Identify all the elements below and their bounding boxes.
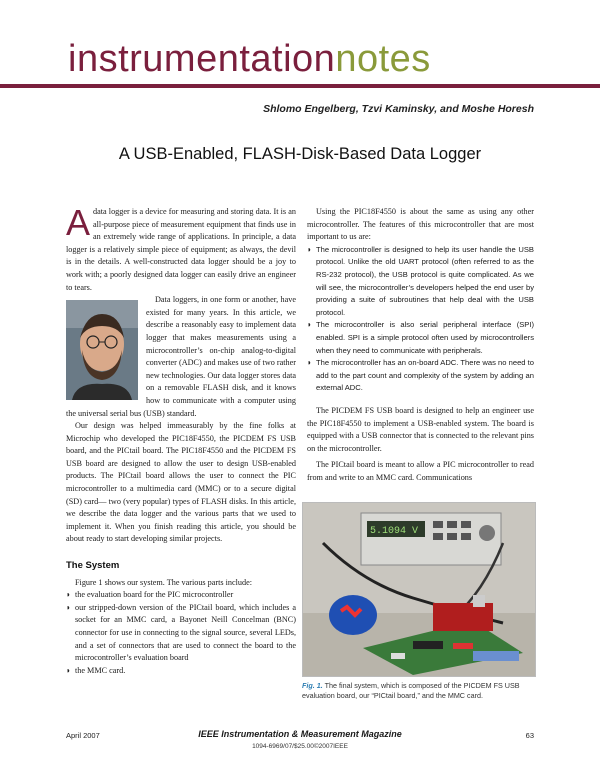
drop-cap: A	[66, 202, 91, 243]
para-design: Our design was helped immeasurably by the fine folks at Microchip who developed the PIC18F4550, the PICDEM FS USB board, and the PICtail board. The PIC18F4550 and the PICDEM FS USB board are designed to allow the user to design USB-enabled products. The PICtail board allows the user to connect the PIC microcontroller to a multimedia card (MMC) or to a secure digital (SD) card— two (very popular) types of FLASH disks. In this article, we describe the data logger and the various parts that we used to implement it. When you finish reading this article, you should be about ready to start developing similar projects.	[66, 421, 296, 544]
masthead	[68, 40, 431, 78]
footer-date: April 2007	[66, 731, 100, 740]
mmc-card-disc	[329, 595, 377, 635]
left-column	[66, 202, 296, 677]
para-data-loggers: Data loggers, in one form or another, have existed for many years. In this article, we describe a reasonably easy to implement data logger that makes measurements using a microcontroller’s on-chip analog-to-digital converter (ADC) and makes use of two rather new technologies. Our data logger stores data on a removable FLASH disk, and it knows how to communicate with a computer using the universal serial bus (USB) standard.	[66, 295, 296, 418]
para-pictail: The PICtail board is meant to allow a PIC microcontroller to read from and write to an MMC card. Communications	[307, 460, 534, 482]
right-column	[307, 206, 534, 484]
authors: Shlomo Engelberg, Tzvi Kaminsky, and Moshe Horesh	[263, 103, 534, 115]
article-title: A USB-Enabled, FLASH-Disk-Based Data Logger	[118, 145, 482, 163]
list-item: ◗ our stripped-down version of the PICtail board, which includes a socket for an MMC card, a Bayonet Neill Concelman (BNC) connector for use in connecting to the signal source, several LEDs, and a set of connectors that are used to connect the board to the microcontroller’s evaluation board	[66, 602, 296, 665]
footer-issn: 1094-6969/07/$25.00©2007IEEE	[252, 743, 348, 750]
para-system: Figure 1 shows our system. The various parts include:	[75, 577, 252, 587]
parts-list	[66, 589, 296, 677]
figure-label: Fig. 1.	[302, 681, 323, 690]
figure-caption	[302, 681, 534, 701]
para-intro: data logger is a device for measuring and storing data. It is an all-purpose piece of measurement equipment that finds use in an extremely wide range of applications. In principle, a data logger is a relatively simple piece of equipment; as always, the devil is in the details. A well-constructed data logger should be a joy to work with; a poorly designed data logger can easily drive an engineer to tears.	[66, 207, 296, 292]
display-readout: 5.1094 V	[370, 526, 419, 537]
para-using-pic: Using the PIC18F4550 is about the same as using any other microcontroller. The features of this microcontroller that are most important to us are:	[307, 207, 534, 242]
list-item: ◗ The microcontroller is designed to help its user handle the USB protocol. Unlike the old UART protocol (often referred to as the RS-232 protocol), the USB protocol is quite complicated. As we will see, the microcontroller’s developers helped the end user by providing a suite of subroutines that help deal with the USB protocol.	[307, 244, 534, 320]
list-item: ◗ the MMC card.	[66, 665, 296, 678]
masthead-notes: notes	[335, 38, 431, 80]
list-item: ◗ the evaluation board for the PIC microcontroller	[66, 589, 296, 602]
masthead-instrumentation: instrumentation	[68, 38, 336, 80]
author-photo	[66, 300, 138, 400]
figure-system-photo	[302, 502, 536, 677]
footer-magazine: IEEE Instrumentation & Measurement Magazine	[198, 729, 402, 739]
list-item: ◗ The microcontroller has an on-board ADC. There was no need to add to the part count and complexity of the system by adding an external ADC.	[307, 357, 534, 395]
multimeter-instrument	[361, 513, 501, 565]
header-rule	[0, 84, 600, 88]
features-list	[307, 244, 534, 395]
para-picdem: The PICDEM FS USB board is designed to help an engineer use the PIC18F4550 to implement a USB-enabled system. The board is equipped with a USB connector that is connected to the relevant pins on the microcontroller.	[307, 405, 534, 453]
list-item: ◗ The microcontroller is also serial peripheral interface (SPI) enabled. SPI is a simple protocol often used by microcontrollers when they need to communicate with peripherals.	[307, 319, 534, 357]
section-heading-system: The System	[66, 560, 120, 572]
page-number: 63	[525, 731, 534, 740]
figure-caption-text: The final system, which is composed of the PICDEM FS USB evaluation board, our “PICtail board,” and the MMC card.	[302, 681, 520, 700]
